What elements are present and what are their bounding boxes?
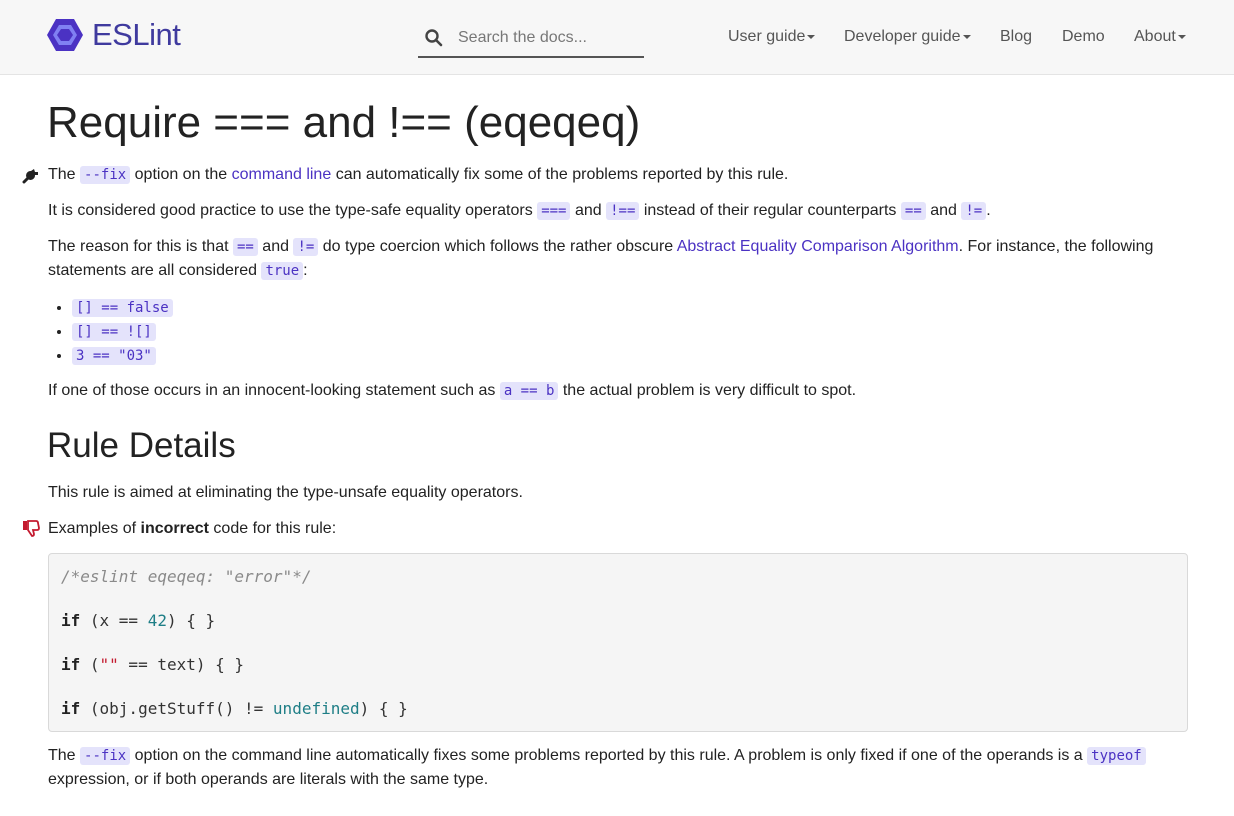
inline-code: == [901,202,926,220]
code-line: if (obj.getStuff() != undefined) { } [61,699,408,718]
list-item: • 3 == "03" [72,344,173,368]
code-line: if ("" == text) { } [61,655,245,674]
caret-down-icon [807,35,815,39]
command-line-link[interactable]: command line [231,166,332,183]
list-item: • [] == false [72,296,173,320]
inline-code: --fix [80,166,130,184]
nav-about[interactable]: About [1134,28,1186,46]
nav-blog[interactable]: Blog [1000,28,1033,45]
caret-down-icon [963,35,971,39]
code-example-block [48,553,1188,732]
reason-paragraph-line2: statements are all considered true : [48,262,308,279]
inline-code: --fix [80,747,130,765]
brand-name: ESLint [92,17,181,52]
nav-demo[interactable]: Demo [1062,28,1105,45]
caret-down-icon [1178,35,1186,39]
algorithm-link[interactable]: Abstract Equality Comparison Algorithm [676,238,959,255]
inline-code: === [537,202,570,220]
innocent-paragraph: If one of those occurs in an innocent-looking statement such as a == b the actual problem is very difficult to spot. [48,382,857,399]
inline-code: != [961,202,986,220]
search-box [418,22,644,58]
code-comment: /*eslint eqeqeq: "error"*/ [61,567,312,586]
code-line: if (x == 42) { } [61,611,216,630]
eslint-logo-icon [46,17,84,53]
top-navbar [0,0,1234,75]
nav-user-guide[interactable]: User guide [728,28,815,46]
wrench-icon [22,166,40,184]
reason-paragraph-line1: The reason for this is that == and != do type coercion which follows the rather obscure Abstract Equality Comparison Algorithm. For instance, the following [48,238,1154,255]
inline-code: != [293,238,318,256]
fixable-note: The --fix option on the command line can automatically fix some of the problems reported by this rule. [48,166,789,183]
examples-list [48,296,173,368]
search-input[interactable] [458,26,638,50]
thumbs-down-icon [22,519,40,537]
rule-details-heading: Rule Details [47,426,236,465]
fix-explanation-line1: The --fix option on the command line automatically fixes some problems reported by this rule. A problem is only fixed if one of the operands is a typeof [48,744,1146,768]
brand-link[interactable] [46,17,180,53]
fix-explanation-line2: expression, or if both operands are literals with the same type. [48,771,489,788]
inline-code: typeof [1087,747,1146,765]
inline-code: true [261,262,303,280]
intro-paragraph: It is considered good practice to use the type-safe equality operators === and !== instead of their regular counterparts == and != . [48,202,991,219]
page-title: Require === and !== (eqeqeq) [47,98,641,147]
incorrect-examples-label: Examples of incorrect code for this rule: [48,520,337,537]
search-icon [424,28,444,48]
nav-developer-guide[interactable]: Developer guide [844,28,971,46]
rule-details-description: This rule is aimed at eliminating the type-unsafe equality operators. [48,484,523,501]
inline-code: !== [606,202,639,220]
inline-code: a == b [500,382,559,400]
list-item: • [] == ![] [72,320,173,344]
inline-code: == [233,238,258,256]
